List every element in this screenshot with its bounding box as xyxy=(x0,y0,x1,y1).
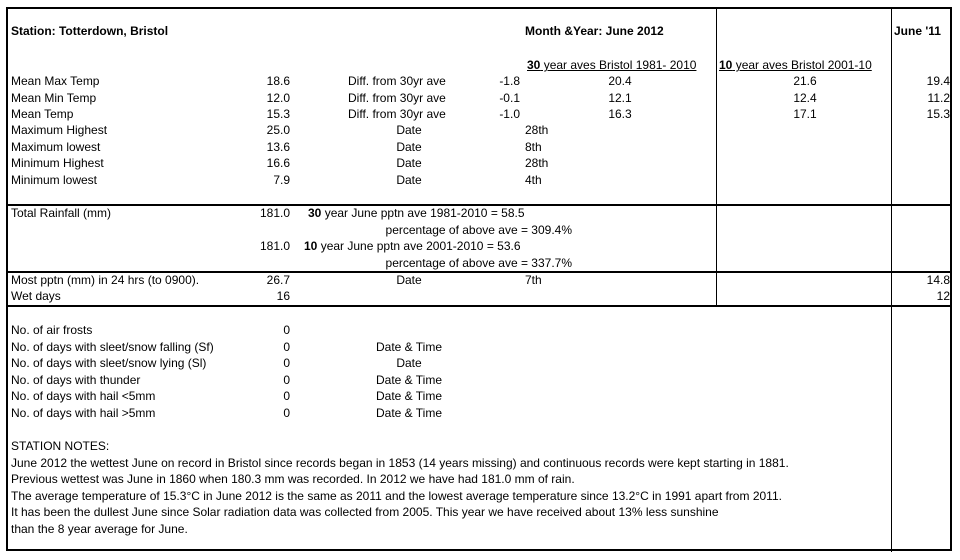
rain-30yr-percentage: percentage of above ave = 309.4% xyxy=(385,223,572,237)
extreme-label: Minimum lowest xyxy=(11,173,98,187)
temp-ave10: 12.4 xyxy=(793,91,817,105)
month-year: Month &Year: June 2012 xyxy=(525,24,664,38)
station-name: Station: Totterdown, Bristol xyxy=(11,24,169,38)
extreme-date: 8th xyxy=(525,140,542,154)
prev-year-header: June '11 xyxy=(894,24,941,38)
temp-prev-year: 11.2 xyxy=(927,91,950,105)
extreme-date-label: Date xyxy=(396,156,422,170)
extreme-label: Maximum lowest xyxy=(11,140,101,154)
temp-prev-year: 19.4 xyxy=(926,74,950,88)
rain-total-2: 181.0 xyxy=(259,239,290,253)
temp-diff-label: Diff. from 30yr ave xyxy=(348,107,446,121)
extreme-value: 7.9 xyxy=(273,173,290,187)
temp-value: 15.3 xyxy=(266,107,290,121)
rain-10yr-prefix: 10 xyxy=(304,239,318,253)
extreme-date: 4th xyxy=(525,173,542,187)
temp-label: Mean Min Temp xyxy=(11,91,97,105)
count-date-label: Date & Time xyxy=(375,373,443,387)
count-label: No. of days with sleet/snow falling (Sf) xyxy=(11,340,214,354)
station-notes-title: STATION NOTES: xyxy=(11,439,110,453)
temp-ave30: 12.1 xyxy=(608,91,632,105)
temp-diff-label: Diff. from 30yr ave xyxy=(348,74,446,88)
station-note-line: It has been the dullest June since Solar radiation data was collected from 2005. This year we have received about 13% less sunshine xyxy=(11,505,719,519)
extreme-date-label: Date xyxy=(396,123,422,137)
count-value: 0 xyxy=(283,356,290,370)
ave30-header xyxy=(527,57,696,73)
temp-prev-year: 15.3 xyxy=(926,107,950,121)
count-label: No. of air frosts xyxy=(11,323,93,337)
extreme-label: Minimum Highest xyxy=(11,156,104,170)
count-date-label: Date xyxy=(396,356,422,370)
ave10-header-prefix: 10 xyxy=(719,58,733,72)
count-date-label: Date & Time xyxy=(375,389,443,403)
ave30-header-text: year aves Bristol 1981- 2010 xyxy=(540,58,697,72)
rain-label: Total Rainfall (mm) xyxy=(11,206,112,220)
temp-diff-value: -0.1 xyxy=(499,91,520,105)
pptn-date-label: Date xyxy=(396,273,422,287)
rain-10yr-percentage: percentage of above ave = 337.7% xyxy=(385,256,572,270)
temp-ave30: 20.4 xyxy=(608,74,632,88)
count-value: 0 xyxy=(283,406,290,420)
count-value: 0 xyxy=(283,373,290,387)
extreme-value: 25.0 xyxy=(266,123,290,137)
count-date-label: Date & Time xyxy=(375,340,443,354)
ave10-header xyxy=(719,57,872,73)
extreme-date: 28th xyxy=(525,123,549,137)
section-divider-pptn xyxy=(6,305,952,307)
station-note-line: Previous wettest was June in 1860 when 180.3 mm was recorded. In 2012 we have had 181.0 mm of rain. xyxy=(11,472,575,486)
extreme-label: Maximum Highest xyxy=(11,123,108,137)
temp-label: Mean Temp xyxy=(11,107,74,121)
count-label: No. of days with sleet/snow lying (Sl) xyxy=(11,356,207,370)
extreme-value: 13.6 xyxy=(266,140,290,154)
rain-30yr-ave xyxy=(308,205,525,221)
temp-ave30: 16.3 xyxy=(608,107,632,121)
extreme-date-label: Date xyxy=(396,173,422,187)
pptn-label: Most pptn (mm) in 24 hrs (to 0900). xyxy=(11,273,200,287)
ave30-header-prefix: 30 xyxy=(527,58,541,72)
extreme-date-label: Date xyxy=(396,140,422,154)
temp-diff-label: Diff. from 30yr ave xyxy=(348,91,446,105)
count-label: No. of days with thunder xyxy=(11,373,141,387)
pptn-value: 26.7 xyxy=(266,273,290,287)
pptn-date: 7th xyxy=(525,273,542,287)
count-label: No. of days with hail >5mm xyxy=(11,406,156,420)
extreme-value: 16.6 xyxy=(266,156,290,170)
temp-value: 12.0 xyxy=(266,91,290,105)
count-value: 0 xyxy=(283,340,290,354)
temp-diff-value: -1.0 xyxy=(499,107,520,121)
station-note-line: June 2012 the wettest June on record in Bristol since records began in 1853 (14 years missing) and continuous records were kept starting in 1881. xyxy=(11,456,789,470)
rain-30yr-text: year June pptn ave 1981-2010 = 58.5 xyxy=(321,206,525,220)
column-divider-10yr xyxy=(716,8,717,306)
station-note-line: The average temperature of 15.3°C in June 2012 is the same as 2011 and the lowest average temperature since 13.2°C in 1991 apart from 2011. xyxy=(11,489,782,503)
count-value: 0 xyxy=(283,389,290,403)
count-label: No. of days with hail <5mm xyxy=(11,389,156,403)
temp-ave10: 17.1 xyxy=(793,107,817,121)
wet-days-prev-year: 12 xyxy=(936,289,950,303)
ave10-header-text: year aves Bristol 2001-10 xyxy=(732,58,872,72)
extreme-date: 28th xyxy=(525,156,549,170)
wet-days-label: Wet days xyxy=(11,289,61,303)
rain-30yr-prefix: 30 xyxy=(308,206,322,220)
count-date-label: Date & Time xyxy=(375,406,443,420)
temp-diff-value: -1.8 xyxy=(499,74,520,88)
rain-total-1: 181.0 xyxy=(259,206,290,220)
pptn-prev-year: 14.8 xyxy=(926,273,950,287)
rain-10yr-text: year June pptn ave 2001-2010 = 53.6 xyxy=(317,239,521,253)
rain-10yr-ave xyxy=(304,238,521,254)
temp-label: Mean Max Temp xyxy=(11,74,100,88)
wet-days-value: 16 xyxy=(276,289,290,303)
temp-value: 18.6 xyxy=(266,74,290,88)
temp-ave10: 21.6 xyxy=(793,74,817,88)
count-value: 0 xyxy=(283,323,290,337)
station-note-line: than the 8 year average for June. xyxy=(11,522,188,536)
